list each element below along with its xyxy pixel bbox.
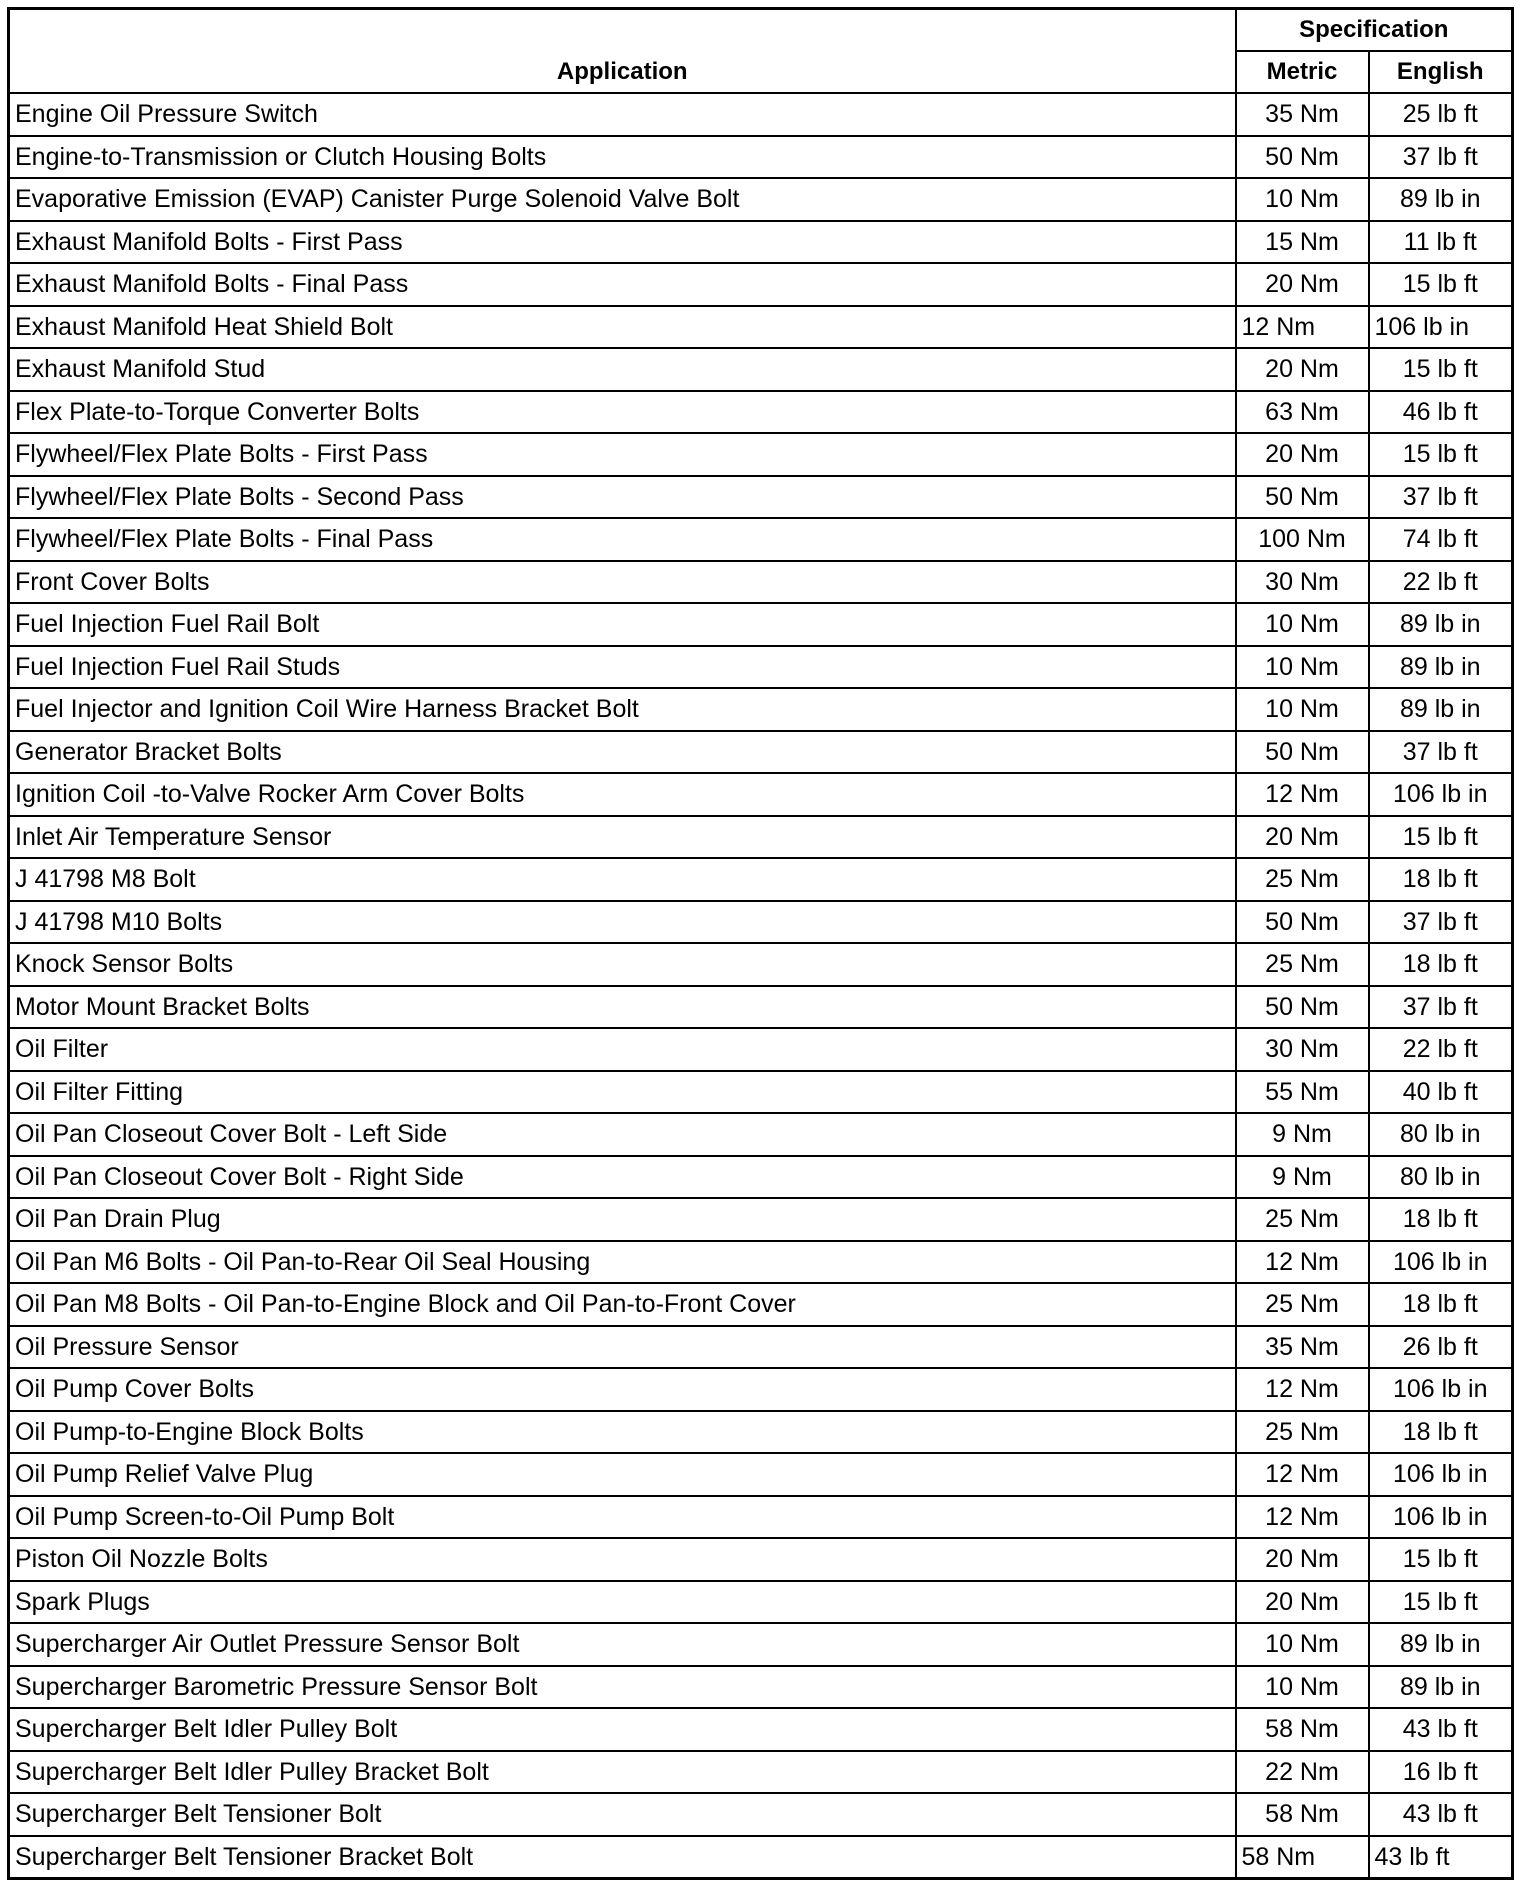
application-cell: Knock Sensor Bolts — [9, 943, 1236, 986]
table-row — [9, 1496, 1513, 1539]
table-row — [9, 901, 1513, 944]
table-row — [9, 348, 1513, 391]
english-cell: 18 lb ft — [1369, 1283, 1513, 1326]
table-body — [9, 93, 1513, 1879]
table-row — [9, 561, 1513, 604]
english-cell: 22 lb ft — [1369, 561, 1513, 604]
application-cell: Flywheel/Flex Plate Bolts - Second Pass — [9, 476, 1236, 519]
table-row — [9, 1283, 1513, 1326]
metric-cell: 58 Nm — [1236, 1708, 1369, 1751]
application-cell: Flywheel/Flex Plate Bolts - First Pass — [9, 433, 1236, 476]
english-cell: 15 lb ft — [1369, 1581, 1513, 1624]
english-cell: 106 lb in — [1369, 773, 1513, 816]
table-row — [9, 1666, 1513, 1709]
table-row — [9, 221, 1513, 264]
english-cell: 43 lb ft — [1369, 1708, 1513, 1751]
metric-cell: 25 Nm — [1236, 1283, 1369, 1326]
english-cell: 18 lb ft — [1369, 858, 1513, 901]
metric-cell: 20 Nm — [1236, 816, 1369, 859]
application-cell: Oil Pump Relief Valve Plug — [9, 1453, 1236, 1496]
metric-cell: 12 Nm — [1236, 1453, 1369, 1496]
application-cell: Spark Plugs — [9, 1581, 1236, 1624]
metric-cell: 100 Nm — [1236, 518, 1369, 561]
english-cell: 89 lb in — [1369, 603, 1513, 646]
table-row — [9, 1198, 1513, 1241]
english-column-header: English — [1369, 51, 1513, 93]
english-cell: 43 lb ft — [1369, 1793, 1513, 1836]
metric-cell: 35 Nm — [1236, 93, 1369, 136]
application-cell: Oil Pump-to-Engine Block Bolts — [9, 1411, 1236, 1454]
table-row — [9, 1793, 1513, 1836]
metric-cell: 25 Nm — [1236, 1411, 1369, 1454]
metric-cell: 12 Nm — [1236, 306, 1369, 349]
english-cell: 89 lb in — [1369, 688, 1513, 731]
english-cell: 106 lb in — [1369, 1368, 1513, 1411]
application-cell: Oil Filter Fitting — [9, 1071, 1236, 1114]
table-row — [9, 1028, 1513, 1071]
english-cell: 89 lb in — [1369, 1666, 1513, 1709]
table-row — [9, 1326, 1513, 1369]
metric-cell: 12 Nm — [1236, 1241, 1369, 1284]
english-cell: 106 lb in — [1369, 1241, 1513, 1284]
english-cell: 74 lb ft — [1369, 518, 1513, 561]
metric-cell: 30 Nm — [1236, 561, 1369, 604]
table-row — [9, 943, 1513, 986]
table-row — [9, 1368, 1513, 1411]
metric-cell: 9 Nm — [1236, 1156, 1369, 1199]
application-cell: Exhaust Manifold Stud — [9, 348, 1236, 391]
metric-cell: 25 Nm — [1236, 858, 1369, 901]
application-cell: Oil Pan Drain Plug — [9, 1198, 1236, 1241]
table-row — [9, 306, 1513, 349]
english-cell: 37 lb ft — [1369, 731, 1513, 774]
metric-column-header: Metric — [1236, 51, 1369, 93]
table-row — [9, 1241, 1513, 1284]
table-row — [9, 1071, 1513, 1114]
application-cell: Fuel Injector and Ignition Coil Wire Harness Bracket Bolt — [9, 688, 1236, 731]
table-row — [9, 1538, 1513, 1581]
application-cell: Oil Pan Closeout Cover Bolt - Left Side — [9, 1113, 1236, 1156]
application-cell: Evaporative Emission (EVAP) Canister Purge Solenoid Valve Bolt — [9, 178, 1236, 221]
english-cell: 80 lb in — [1369, 1156, 1513, 1199]
metric-cell: 50 Nm — [1236, 731, 1369, 774]
application-cell: Oil Pan M6 Bolts - Oil Pan-to-Rear Oil Seal Housing — [9, 1241, 1236, 1284]
english-cell: 15 lb ft — [1369, 263, 1513, 306]
english-cell: 22 lb ft — [1369, 1028, 1513, 1071]
english-cell: 106 lb in — [1369, 306, 1513, 349]
application-cell: Fuel Injection Fuel Rail Studs — [9, 646, 1236, 689]
metric-cell: 35 Nm — [1236, 1326, 1369, 1369]
english-cell: 11 lb ft — [1369, 221, 1513, 264]
metric-cell: 20 Nm — [1236, 433, 1369, 476]
metric-cell: 9 Nm — [1236, 1113, 1369, 1156]
application-cell: Front Cover Bolts — [9, 561, 1236, 604]
metric-cell: 25 Nm — [1236, 1198, 1369, 1241]
application-cell: Oil Pan M8 Bolts - Oil Pan-to-Engine Block and Oil Pan-to-Front Cover — [9, 1283, 1236, 1326]
english-cell: 37 lb ft — [1369, 136, 1513, 179]
table-row — [9, 816, 1513, 859]
application-cell: J 41798 M10 Bolts — [9, 901, 1236, 944]
table-row — [9, 858, 1513, 901]
application-cell: Flex Plate-to-Torque Converter Bolts — [9, 391, 1236, 434]
english-cell: 15 lb ft — [1369, 348, 1513, 391]
metric-cell: 58 Nm — [1236, 1836, 1369, 1879]
english-cell: 40 lb ft — [1369, 1071, 1513, 1114]
metric-cell: 63 Nm — [1236, 391, 1369, 434]
table-row — [9, 433, 1513, 476]
application-cell: Supercharger Air Outlet Pressure Sensor Bolt — [9, 1623, 1236, 1666]
metric-cell: 50 Nm — [1236, 476, 1369, 519]
metric-cell: 10 Nm — [1236, 646, 1369, 689]
metric-cell: 50 Nm — [1236, 986, 1369, 1029]
english-cell: 16 lb ft — [1369, 1751, 1513, 1794]
english-cell: 43 lb ft — [1369, 1836, 1513, 1879]
application-cell: Exhaust Manifold Heat Shield Bolt — [9, 306, 1236, 349]
english-cell: 15 lb ft — [1369, 816, 1513, 859]
english-cell: 18 lb ft — [1369, 1198, 1513, 1241]
application-cell: Supercharger Belt Tensioner Bolt — [9, 1793, 1236, 1836]
table-row — [9, 391, 1513, 434]
application-cell: Flywheel/Flex Plate Bolts - Final Pass — [9, 518, 1236, 561]
application-cell: Oil Filter — [9, 1028, 1236, 1071]
english-cell: 46 lb ft — [1369, 391, 1513, 434]
english-cell: 89 lb in — [1369, 178, 1513, 221]
metric-cell: 55 Nm — [1236, 1071, 1369, 1114]
application-cell: Exhaust Manifold Bolts - First Pass — [9, 221, 1236, 264]
metric-cell: 50 Nm — [1236, 136, 1369, 179]
application-cell: Supercharger Belt Idler Pulley Bolt — [9, 1708, 1236, 1751]
english-cell: 106 lb in — [1369, 1496, 1513, 1539]
application-column-header: Application — [9, 9, 1236, 94]
metric-cell: 10 Nm — [1236, 1623, 1369, 1666]
application-cell: Engine Oil Pressure Switch — [9, 93, 1236, 136]
table-header — [9, 9, 1513, 94]
application-cell: Supercharger Barometric Pressure Sensor Bolt — [9, 1666, 1236, 1709]
english-cell: 26 lb ft — [1369, 1326, 1513, 1369]
table-row — [9, 1453, 1513, 1496]
table-row — [9, 476, 1513, 519]
metric-cell: 25 Nm — [1236, 943, 1369, 986]
english-cell: 37 lb ft — [1369, 901, 1513, 944]
metric-cell: 20 Nm — [1236, 348, 1369, 391]
metric-cell: 10 Nm — [1236, 688, 1369, 731]
english-cell: 80 lb in — [1369, 1113, 1513, 1156]
table-row — [9, 1708, 1513, 1751]
english-cell: 18 lb ft — [1369, 1411, 1513, 1454]
application-cell: Exhaust Manifold Bolts - Final Pass — [9, 263, 1236, 306]
english-cell: 15 lb ft — [1369, 433, 1513, 476]
metric-cell: 20 Nm — [1236, 1581, 1369, 1624]
table-row — [9, 731, 1513, 774]
metric-cell: 10 Nm — [1236, 178, 1369, 221]
specification-column-header: Specification — [1236, 9, 1513, 52]
metric-cell: 20 Nm — [1236, 263, 1369, 306]
metric-cell: 30 Nm — [1236, 1028, 1369, 1071]
metric-cell: 50 Nm — [1236, 901, 1369, 944]
table-row — [9, 986, 1513, 1029]
header-row-top — [9, 9, 1513, 52]
application-cell: Engine-to-Transmission or Clutch Housing Bolts — [9, 136, 1236, 179]
table-row — [9, 688, 1513, 731]
application-cell: J 41798 M8 Bolt — [9, 858, 1236, 901]
torque-spec-table — [7, 7, 1514, 1880]
table-row — [9, 1623, 1513, 1666]
table-row — [9, 1836, 1513, 1879]
table-row — [9, 603, 1513, 646]
application-cell: Oil Pan Closeout Cover Bolt - Right Side — [9, 1156, 1236, 1199]
application-cell: Inlet Air Temperature Sensor — [9, 816, 1236, 859]
application-cell: Ignition Coil -to-Valve Rocker Arm Cover Bolts — [9, 773, 1236, 816]
table-row — [9, 518, 1513, 561]
table-row — [9, 178, 1513, 221]
table-row — [9, 646, 1513, 689]
table-row — [9, 1581, 1513, 1624]
table-row — [9, 93, 1513, 136]
metric-cell: 12 Nm — [1236, 1496, 1369, 1539]
application-cell: Oil Pump Screen-to-Oil Pump Bolt — [9, 1496, 1236, 1539]
table-row — [9, 773, 1513, 816]
application-cell: Piston Oil Nozzle Bolts — [9, 1538, 1236, 1581]
english-cell: 15 lb ft — [1369, 1538, 1513, 1581]
metric-cell: 12 Nm — [1236, 1368, 1369, 1411]
application-cell: Motor Mount Bracket Bolts — [9, 986, 1236, 1029]
application-cell: Generator Bracket Bolts — [9, 731, 1236, 774]
application-cell: Oil Pressure Sensor — [9, 1326, 1236, 1369]
english-cell: 37 lb ft — [1369, 986, 1513, 1029]
metric-cell: 15 Nm — [1236, 221, 1369, 264]
english-cell: 37 lb ft — [1369, 476, 1513, 519]
table-row — [9, 1411, 1513, 1454]
english-cell: 106 lb in — [1369, 1453, 1513, 1496]
metric-cell: 10 Nm — [1236, 1666, 1369, 1709]
table-row — [9, 1156, 1513, 1199]
application-cell: Supercharger Belt Idler Pulley Bracket Bolt — [9, 1751, 1236, 1794]
english-cell: 18 lb ft — [1369, 943, 1513, 986]
english-cell: 89 lb in — [1369, 1623, 1513, 1666]
table-row — [9, 263, 1513, 306]
metric-cell: 22 Nm — [1236, 1751, 1369, 1794]
application-cell: Fuel Injection Fuel Rail Bolt — [9, 603, 1236, 646]
metric-cell: 10 Nm — [1236, 603, 1369, 646]
table-row — [9, 1751, 1513, 1794]
application-cell: Oil Pump Cover Bolts — [9, 1368, 1236, 1411]
metric-cell: 12 Nm — [1236, 773, 1369, 816]
table-row — [9, 1113, 1513, 1156]
metric-cell: 58 Nm — [1236, 1793, 1369, 1836]
table-row — [9, 136, 1513, 179]
english-cell: 89 lb in — [1369, 646, 1513, 689]
english-cell: 25 lb ft — [1369, 93, 1513, 136]
application-cell: Supercharger Belt Tensioner Bracket Bolt — [9, 1836, 1236, 1879]
metric-cell: 20 Nm — [1236, 1538, 1369, 1581]
